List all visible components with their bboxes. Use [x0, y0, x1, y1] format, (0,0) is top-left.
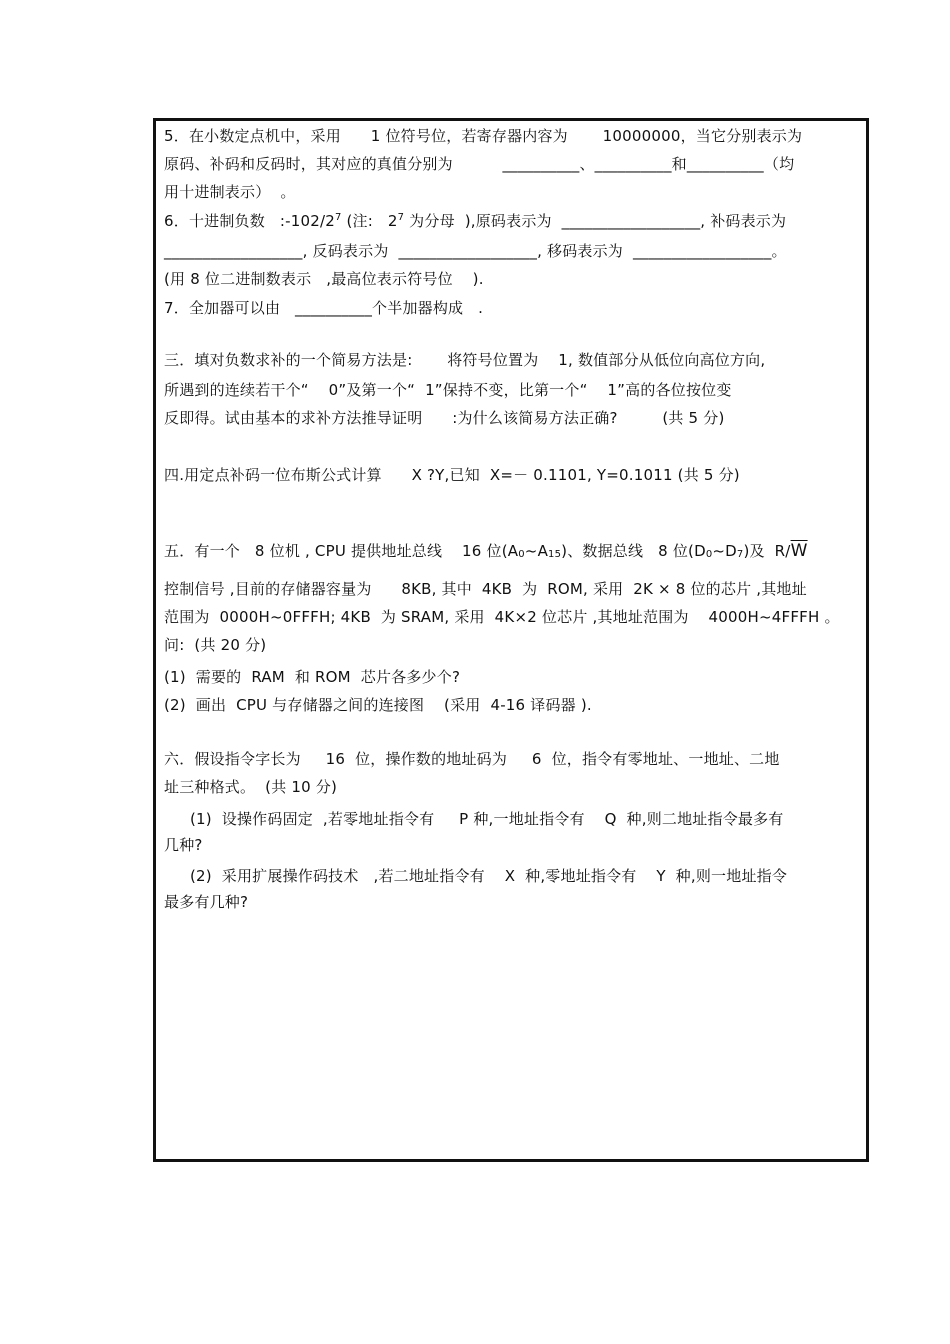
s5-subscript-d0: 0 [705, 549, 713, 560]
s5-line-4: 问: (共 20 分) [164, 636, 267, 654]
s6-line-1: 六．假设指令字长为 16 位，操作数的地址码为 6 位，指令有零地址、一地址、二地 [164, 750, 780, 768]
s4-line-1: 四.用定点补码一位布斯公式计算 X ?Y,已知 X=－ 0.1101, Y=0.1011 (共 5 分) [164, 466, 740, 484]
s5-line-3: 范围为 0000H~0FFFH; 4KB 为 SRAM, 采用 4K×2 位芯片 ,其地址范围为 4000H~4FFFH 。 [164, 608, 840, 626]
q5-line-2: 原码、补码和反码时，其对应的真值分别为 __________、__________和__________（均 [164, 155, 795, 173]
q6-text-c: 为分母 ),原码表示为 __________________, 补码表示为 [404, 212, 787, 230]
q6-line-3: (用 8 位二进制数表示 ,最高位表示符号位 ). [164, 270, 484, 288]
s3-line-1: 三．填对负数求补的一个简易方法是: 将符号位置为 1, 数值部分从低位向高位方向, [164, 351, 766, 369]
s3-line-3: 反即得。试由基本的求补方法推导证明 :为什么该简易方法正确? (共 5 分) [164, 409, 725, 427]
q6-line-1 [164, 212, 786, 230]
s5-line-5: (1) 需要的 RAM 和 ROM 芯片各多少个? [164, 668, 461, 686]
s5-text-e: )及 R/ [743, 542, 791, 560]
s6-line-5: (2) 采用扩展操作码技术 ,若二地址指令有 X 种,零地址指令有 Y 种,则一地址指令 [190, 867, 788, 885]
q7-line-1: 7．全加器可以由 __________个半加器构成 . [164, 299, 484, 317]
s5-text-a: 五．有一个 8 位机 , CPU 提供地址总线 16 位(A [164, 542, 519, 560]
s5-subscript-a15: 15 [548, 549, 562, 560]
q6-exponent-2: 7 [397, 212, 405, 223]
s5-text-d: ~D [712, 542, 737, 560]
q6-text-b: (注: 2 [341, 212, 398, 230]
s5-text-c: )、数据总线 8 位(D [561, 542, 706, 560]
s6-line-2: 址三种格式。 (共 10 分) [164, 778, 338, 796]
s6-line-3: (1) 设操作码固定 ,若零地址指令有 P 种,一地址指令有 Q 种,则二地址指令最多有 [190, 810, 784, 828]
s5-line-1 [164, 542, 808, 564]
s5-subscript-d7: 7 [736, 549, 744, 560]
s3-line-2: 所遇到的连续若干个“ 0”及第一个“ 1”保持不变，比第一个“ 1”高的各位按位变 [164, 381, 732, 399]
q6-line-2: __________________, 反码表示为 __________________, 移码表示为 __________________。 [164, 242, 787, 260]
s5-text-b: ~A [524, 542, 549, 560]
q5-line-1: 5．在小数定点机中，采用 1 位符号位，若寄存器内容为 10000000，当它分别表示为 [164, 127, 803, 145]
s6-line-6: 最多有几种? [164, 893, 249, 911]
q6-text-a: 6．十进制负数 :-102/2 [164, 212, 335, 230]
s5-w-bar: $\overline{W}$ [790, 541, 808, 561]
s5-line-6: (2) 画出 CPU 与存储器之间的连接图 (采用 4-16 译码器 ). [164, 696, 592, 714]
s5-subscript-a0: 0 [518, 549, 525, 560]
s5-line-2: 控制信号 ,目前的存储器容量为 8KB, 其中 4KB 为 ROM, 采用 2K × 8 位的芯片 ,其地址 [164, 580, 807, 598]
q5-line-3: 用十进制表示） 。 [164, 183, 296, 201]
q6-exponent-1: 7 [334, 212, 342, 223]
s6-line-4: 几种? [164, 836, 203, 854]
